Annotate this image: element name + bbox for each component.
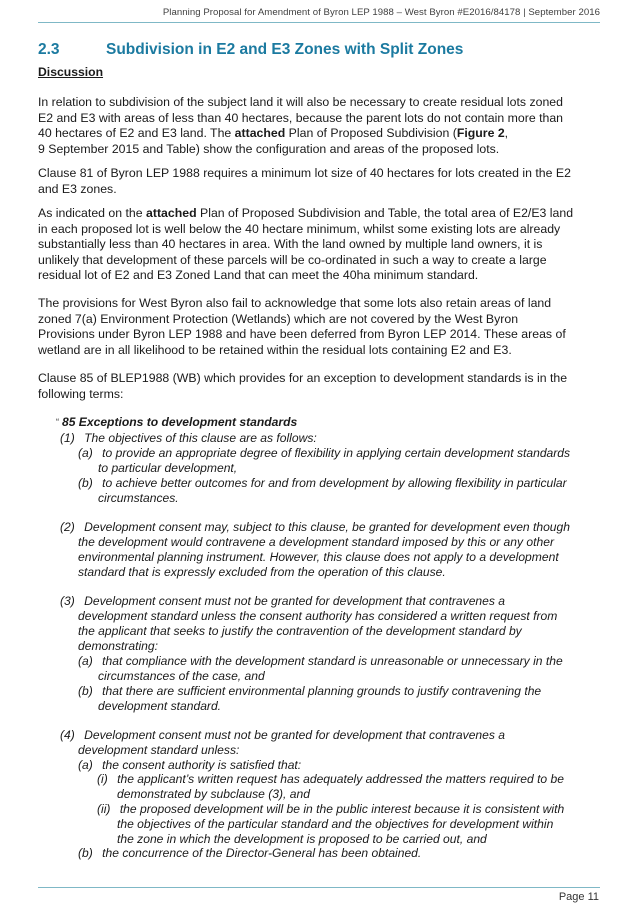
paragraph-2 (38, 166, 606, 197)
page-number: Page 11 (558, 891, 599, 903)
text-line: circumstances. (98, 491, 179, 505)
open-quote-mark: “ (56, 417, 59, 427)
text-line: In relation to subdivision of the subject land it will also be necessary to create residual lots zoned (38, 95, 563, 109)
subclause-4 (60, 728, 608, 758)
text-line: development standard. (98, 699, 222, 713)
subparagraph-label: (i) (97, 772, 108, 786)
text-line: Development consent must not be granted for development that contravenes a (84, 728, 506, 742)
subclause-3 (60, 594, 608, 654)
paragraph-4b (78, 846, 608, 861)
text-line: Development consent may, subject to this clause, be granted for development even though (84, 520, 570, 534)
text-line: 40 hectares of E2 and E3 land. The attached Plan of Proposed Subdivision (Figure 2, (38, 126, 509, 140)
header-rule (38, 22, 600, 23)
paragraph-3b (78, 684, 608, 714)
bold-text: attached (234, 126, 286, 140)
subclause-1 (60, 431, 317, 446)
subparagraph-4a-i (97, 772, 609, 802)
text-line: Clause 81 of Byron LEP 1988 requires a minimum lot size of 40 hectares for lots created in the E2 (38, 166, 571, 180)
text-line: demonstrated by subclause (3), and (117, 787, 310, 801)
text-line: the objectives of the particular standard and the objectives for development within (117, 817, 554, 831)
paragraph-label: (a) (78, 654, 93, 668)
text-line: Clause 85 of BLEP1988 (WB) which provides for an exception to development standards is in the (38, 371, 568, 385)
paragraph-1 (38, 95, 606, 157)
subclause-label: (1) (60, 431, 75, 445)
subparagraph-label: (ii) (97, 802, 111, 816)
paragraph-label: (b) (78, 684, 93, 698)
paragraph-4a (78, 758, 608, 773)
subclause-label: (2) (60, 520, 75, 534)
text-line: that compliance with the development standard is unreasonable or unnecessary in the (102, 654, 563, 668)
paragraph-label: (b) (78, 846, 93, 860)
paragraph-3 (38, 206, 606, 284)
paragraph-label: (b) (78, 476, 93, 490)
text-line: Development consent must not be granted for development that contravenes a (84, 594, 506, 608)
text-line: following terms: (38, 386, 124, 401)
text-line: the applicant that seeks to justify the contravention of the development standard by (78, 624, 522, 638)
subclause-text: The objectives of this clause are as follows: (84, 431, 317, 445)
section-title: Subdivision in E2 and E3 Zones with Split Zones (106, 41, 464, 58)
text-line: in each proposed lot is well below the 40 hectare minimum, whilst some existing lots are already (38, 221, 561, 236)
text-line: the applicant’s written request has adequately addressed the matters required to be (117, 772, 564, 786)
text-line: the zone in which the development is proposed to be carried out, and (117, 832, 487, 846)
paragraph-label: (a) (78, 758, 93, 772)
text-line: residual lot of E2 and E3 Zoned Land that can meet the 40ha minimum standard. (38, 268, 479, 282)
text-line: E2 and E3 with areas of less than 40 hectares, because the parent lots do not contain more than (38, 110, 564, 125)
paragraph-label: (a) (78, 446, 93, 460)
text-line: The provisions for West Byron also fail to acknowledge that some lots also retain areas of land (38, 296, 552, 310)
text-line: and E3 zones. (38, 181, 117, 196)
text-line: environmental planning instrument. However, this clause does not apply to a development (78, 550, 559, 564)
bold-text: Figure 2 (456, 126, 505, 140)
text-line: to provide an appropriate degree of flexibility in applying certain development standards (102, 446, 571, 460)
text-line: the development would contravene a development standard imposed by this or any other (78, 535, 554, 549)
section-number: 2.3 (38, 41, 60, 58)
paragraph-5 (38, 371, 606, 402)
paragraph-3a (78, 654, 608, 684)
text-line: the concurrence of the Director-General has been obtained. (102, 846, 422, 860)
paragraph-1b (78, 476, 608, 506)
paragraph-4 (38, 296, 606, 358)
subclause-2 (60, 520, 608, 580)
text-line: zoned 7(a) Environment Protection (Wetlands) which are not covered by the West Byron (38, 311, 519, 326)
text-line: circumstances of the case, and (98, 669, 265, 683)
text-line: substantially less than 40 hectares in area. With the land owned by multiple land owners, it is (38, 237, 543, 251)
text-line: Provisions under Byron LEP 1988 and have been deferred from Byron LEP 2014. These areas of (38, 327, 566, 341)
text-line: to particular development, (98, 461, 238, 475)
text-line: development standard unless: (78, 743, 240, 757)
text-line: the consent authority is satisfied that: (102, 758, 302, 772)
subparagraph-4a-ii (97, 802, 609, 847)
discussion-heading: Discussion (38, 65, 104, 79)
text-line: 9 September 2015 and Table) show the configuration and areas of the proposed lots. (38, 141, 500, 156)
section-heading (38, 41, 463, 59)
subclause-label: (3) (60, 594, 75, 608)
text-line: to achieve better outcomes for and from development by allowing flexibility in particular (102, 476, 567, 490)
clause-heading: 85 Exceptions to development standards (62, 415, 298, 429)
text-line: that there are sufficient environmental planning grounds to justify contravening the (102, 684, 542, 698)
bold-text: attached (146, 206, 197, 220)
text-line: As indicated on the attached Plan of Proposed Subdivision and Table, the total area of E2/E3 land (38, 206, 574, 220)
text-line: demonstrating: (78, 639, 158, 653)
text-line: standard that is expressly excluded from the operation of this clause. (78, 565, 446, 579)
text-line: the proposed development will be in the public interest because it is consistent with (119, 802, 565, 816)
subclause-label: (4) (60, 728, 75, 742)
text-line: wetland are in all likelihood to be retained within the residual lots containing E2 and E3. (38, 342, 512, 357)
text-line: unlikely that development of these parcels will be co-ordinated in such a way to create a large (38, 252, 547, 267)
text-line: development standard unless the consent authority has considered a written request from (78, 609, 558, 623)
running-header: Planning Proposal for Amendment of Byron LEP 1988 – West Byron #E2016/84178 | September 2016 (162, 7, 600, 18)
paragraph-1a (78, 446, 608, 476)
footer-rule (38, 887, 600, 888)
